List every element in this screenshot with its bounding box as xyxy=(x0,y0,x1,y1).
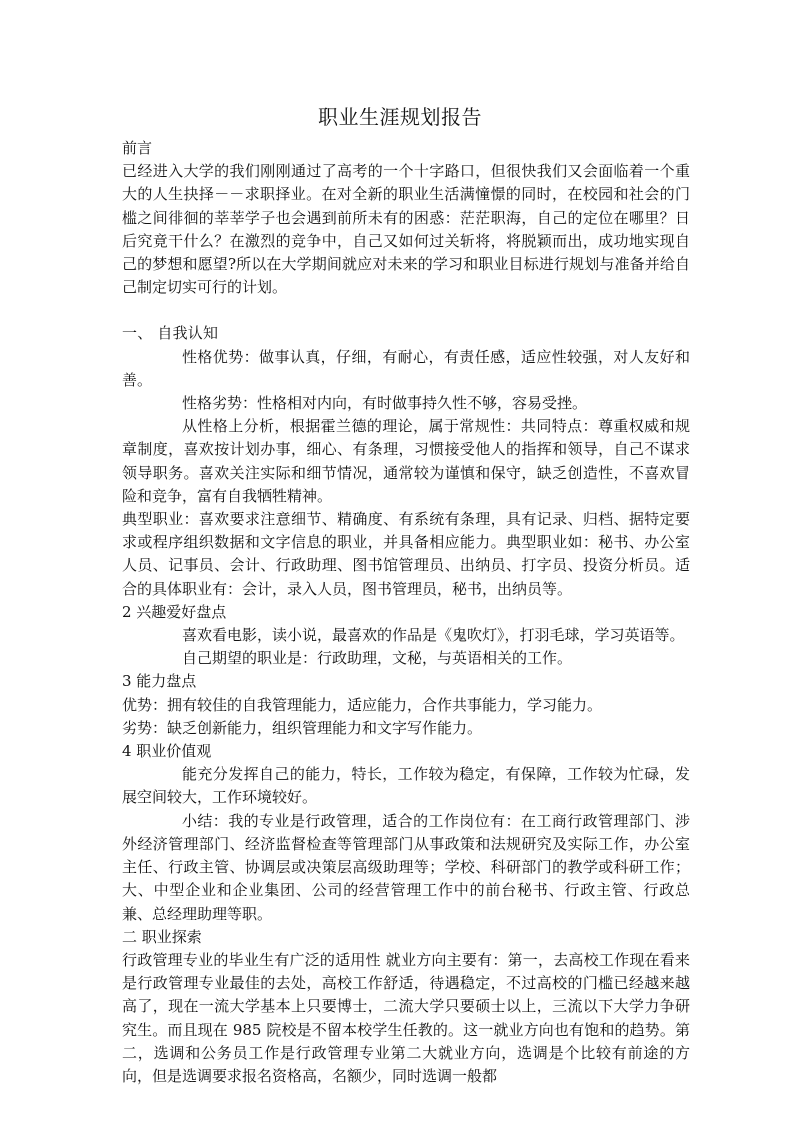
preface-paragraph: 已经进入大学的我们刚刚通过了高考的一个十字路口，但很快我们又会面临着一个重大的人生抉择－－求职择业。在对全新的职业生活满憧憬的同时，在校园和社会的门槛之间徘徊的莘莘学子也会遇到前所未有的困惑：茫茫职海，自己的定位在哪里？日后究竟干什么？在激烈的竞争中，自己又如何过关斩将，将脱颖而出，成功地实现自己的梦想和愿望?所以在大学期间就应对未来的学习和职业目标进行规划与准备并给自己制定切实可行的计划。 xyxy=(122,162,690,297)
ability-weakness-paragraph: 劣势：缺乏创新能力，组织管理能力和文字写作能力。 xyxy=(122,718,483,737)
paragraph-gap xyxy=(122,299,690,322)
career-exploration-paragraph: 行政管理专业的毕业生有广泛的适用性 就业方向主要有：第一，去高校工作现在看来是行政管理专业最佳的去处，高校工作舒适，待遇稳定，不过高校的门槛已经越来越高了，现在一流大学基本上只要博士，二流大学只要硕士以上，三流以下大学力争研究生。而且现在 985 院校是不留本校学生任教的。这一就业方向也有饱和的趋势。第二，选调和公务员工作是行政管理专业第二大就业方向，选调是个比较有前途的方向，但是选调要求报名资格高，名额少，同时选调一般都 xyxy=(122,950,690,1085)
career-exploration-heading: 二 职业探索 xyxy=(122,927,202,946)
personality-analysis-paragraph: 从性格上分析，根据霍兰德的理论，属于常规性：共同特点：尊重权威和规章制度，喜欢按计划办事，细心、有条理，习惯接受他人的指挥和领导，自己不谋求领导职务。喜欢关注实际和细节情况，通常较为谨慎和保守，缺乏创造性，不喜欢冒险和竞争，富有自我牺牲精神。 xyxy=(122,417,690,505)
interests-heading: 2 兴趣爱好盘点 xyxy=(122,602,227,621)
document-body xyxy=(122,137,690,1088)
ability-heading: 3 能力盘点 xyxy=(122,672,197,691)
interests-paragraph: 喜欢看电影，读小说，最喜欢的作品是《鬼吹灯》，打羽毛球，学习英语等。 xyxy=(182,626,685,645)
typical-jobs-paragraph: 典型职业：喜欢要求注意细节、精确度、有系统有条理，具有记录、归档、据特定要求或程序组织数据和文字信息的职业，并具备相应能力。典型职业如：秘书、办公室人员、记事员、会计、行政助理、图书馆管理员、出纳员、打字员、投资分析员。适合的具体职业有：会计，录入人员，图书管理员，秘书，出纳员等。 xyxy=(122,510,690,598)
summary-paragraph: 小结：我的专业是行政管理，适合的工作岗位有：在工商行政管理部门、涉外经济管理部门、经济监督检查等管理部门从事政策和法规研究及实际工作，办公室主任、行政主管、协调层或决策层高级助理等；学校、科研部门的教学或科研工作；大、中型企业和企业集团、公司的经营管理工作中的前台秘书、行政主管、行政总兼、总经理助理等职。 xyxy=(122,811,690,923)
career-values-paragraph: 能充分发挥自己的能力，特长，工作较为稳定，有保障，工作较为忙碌，发展空间较大，工作环境较好。 xyxy=(122,765,690,807)
preface-heading: 前言 xyxy=(122,139,153,157)
document-title: 职业生涯规划报告 xyxy=(318,105,482,129)
personality-strength-paragraph: 性格优势：做事认真，仔细，有耐心，有责任感，适应性较强，对人友好和善。 xyxy=(122,347,690,389)
expected-job-paragraph: 自己期望的职业是：行政助理，文秘，与英语相关的工作。 xyxy=(182,649,573,668)
self-cognition-heading: 一、 自我认知 xyxy=(122,324,219,343)
career-values-heading: 4 职业价值观 xyxy=(122,742,212,761)
ability-strength-paragraph: 优势：拥有较佳的自我管理能力，适应能力，合作共事能力，学习能力。 xyxy=(122,695,603,714)
personality-weakness-paragraph: 性格劣势：性格相对内向，有时做事持久性不够，容易受挫。 xyxy=(182,394,588,413)
